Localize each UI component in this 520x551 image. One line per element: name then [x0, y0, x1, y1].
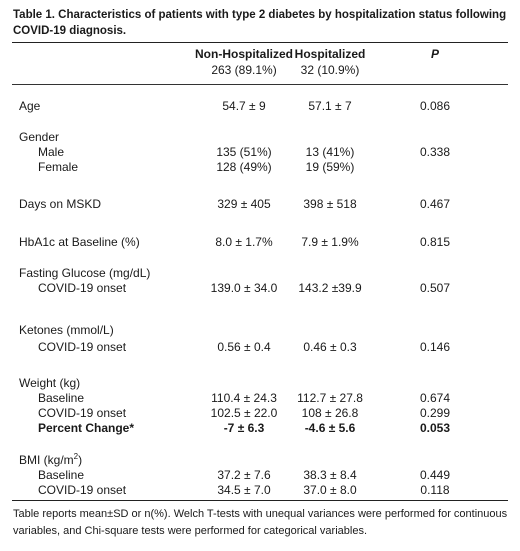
- table-footnote: Table reports mean±SD or n(%). Welch T-tests with unequal variances were performed for continuous variables, and Chi-square tests were performed for categorical variables.: [13, 508, 508, 537]
- header-nonhospitalized: Non-Hospitalized: [195, 47, 293, 61]
- cell-male-nonhosp: 135 (51%): [216, 145, 272, 159]
- row-label-bmi: BMI $(kg/m^2)$: [19, 452, 83, 467]
- cell-change-nonhosp: -7 ± 6.3: [223, 421, 265, 435]
- cell-bmi-baseline-hosp: 38.3 ± 8.4: [303, 468, 357, 482]
- row-label-age: Age: [19, 99, 41, 113]
- row-label-male: Male: [38, 145, 65, 159]
- row-label-hba1c: HbA1c at Baseline (%): [19, 235, 140, 249]
- table-top-rule: [12, 42, 508, 43]
- cell-glucose-nonhosp: 139.0 ± 34.0: [210, 281, 278, 295]
- cell-change-p: 0.053: [419, 421, 451, 435]
- header-p-value: P: [430, 47, 439, 61]
- row-label-weight: Weight (kg): [19, 376, 81, 390]
- cell-bmi-baseline-p: 0.449: [419, 468, 451, 482]
- cell-days-nonhosp: 329 ± 405: [217, 197, 271, 211]
- cell-age-hosp: 57.1 ± 7: [308, 99, 352, 113]
- table-bottom-rule: [12, 500, 508, 501]
- cell-weight-onset-p: 0.299: [419, 406, 451, 420]
- row-label-weight-onset: COVID-19 onset: [38, 406, 127, 420]
- header-nonhospitalized-n: 263 (89.1%): [211, 63, 277, 77]
- cell-change-hosp: -4.6 ± 5.6: [304, 421, 356, 435]
- cell-hba1c-p: 0.815: [419, 235, 451, 249]
- row-label-female: Female: [38, 160, 79, 174]
- cell-weight-baseline-hosp: 112.7 ± 27.8: [297, 391, 363, 405]
- cell-bmi-baseline-nonhosp: 37.2 ± 7.6: [217, 468, 271, 482]
- row-label-gender: Gender: [19, 130, 60, 144]
- cell-ketones-p: 0.146: [419, 340, 451, 354]
- cell-weight-baseline-p: 0.674: [419, 391, 451, 405]
- cell-weight-onset-hosp: 108 ± 26.8: [301, 406, 359, 420]
- header-hospitalized: Hospitalized: [294, 47, 366, 61]
- row-label-glucose-onset: COVID-19 onset: [38, 281, 127, 295]
- cell-days-p: 0.467: [419, 197, 451, 211]
- cell-glucose-p: 0.507: [419, 281, 451, 295]
- row-label-bmi-baseline: Baseline: [38, 468, 85, 482]
- row-label-days-mskd: Days on MSKD: [19, 197, 102, 211]
- cell-female-hosp: 19 (59%): [305, 160, 355, 174]
- cell-age-nonhosp: 54.7 ± 9: [222, 99, 266, 113]
- table-title: Table 1. Characteristics of patients with type 2 diabetes by hospitalization status following COVID-19 diagnosis.: [13, 9, 507, 37]
- row-label-fasting-glucose: Fasting Glucose (mg/dL): [19, 266, 151, 280]
- row-label-ketones-onset: COVID-19 onset: [38, 340, 127, 354]
- cell-hba1c-nonhosp: 8.0 ± 1.7%: [215, 235, 273, 249]
- cell-bmi-onset-p: 0.118: [420, 483, 450, 497]
- cell-ketones-hosp: 0.46 ± 0.3: [303, 340, 357, 354]
- cell-bmi-onset-nonhosp: 34.5 ± 7.0: [217, 483, 271, 497]
- cell-hba1c-hosp: 7.9 ± 1.9%: [301, 235, 359, 249]
- row-label-percent-change: Percent Change*: [38, 421, 135, 435]
- cell-days-hosp: 398 ± 518: [303, 197, 357, 211]
- cell-age-p: 0.086: [419, 99, 451, 113]
- cell-female-nonhosp: 128 (49%): [216, 160, 272, 174]
- cell-weight-onset-nonhosp: 102.5 ± 22.0: [210, 406, 278, 420]
- header-rule: [12, 84, 508, 85]
- row-label-weight-baseline: Baseline: [38, 391, 85, 405]
- cell-ketones-nonhosp: 0.56 ± 0.4: [217, 340, 271, 354]
- header-hospitalized-n: 32 (10.9%): [300, 63, 360, 77]
- cell-bmi-onset-hosp: 37.0 ± 8.0: [303, 483, 357, 497]
- cell-male-hosp: 13 (41%): [305, 145, 355, 159]
- row-label-bmi-onset: COVID-19 onset: [38, 483, 127, 497]
- cell-glucose-hosp: 143.2 ±39.9: [298, 281, 362, 295]
- cell-weight-baseline-nonhosp: 110.4 ± 24.3: [211, 391, 277, 405]
- cell-gender-p: 0.338: [419, 145, 451, 159]
- row-label-ketones: Ketones (mmol/L): [19, 323, 114, 337]
